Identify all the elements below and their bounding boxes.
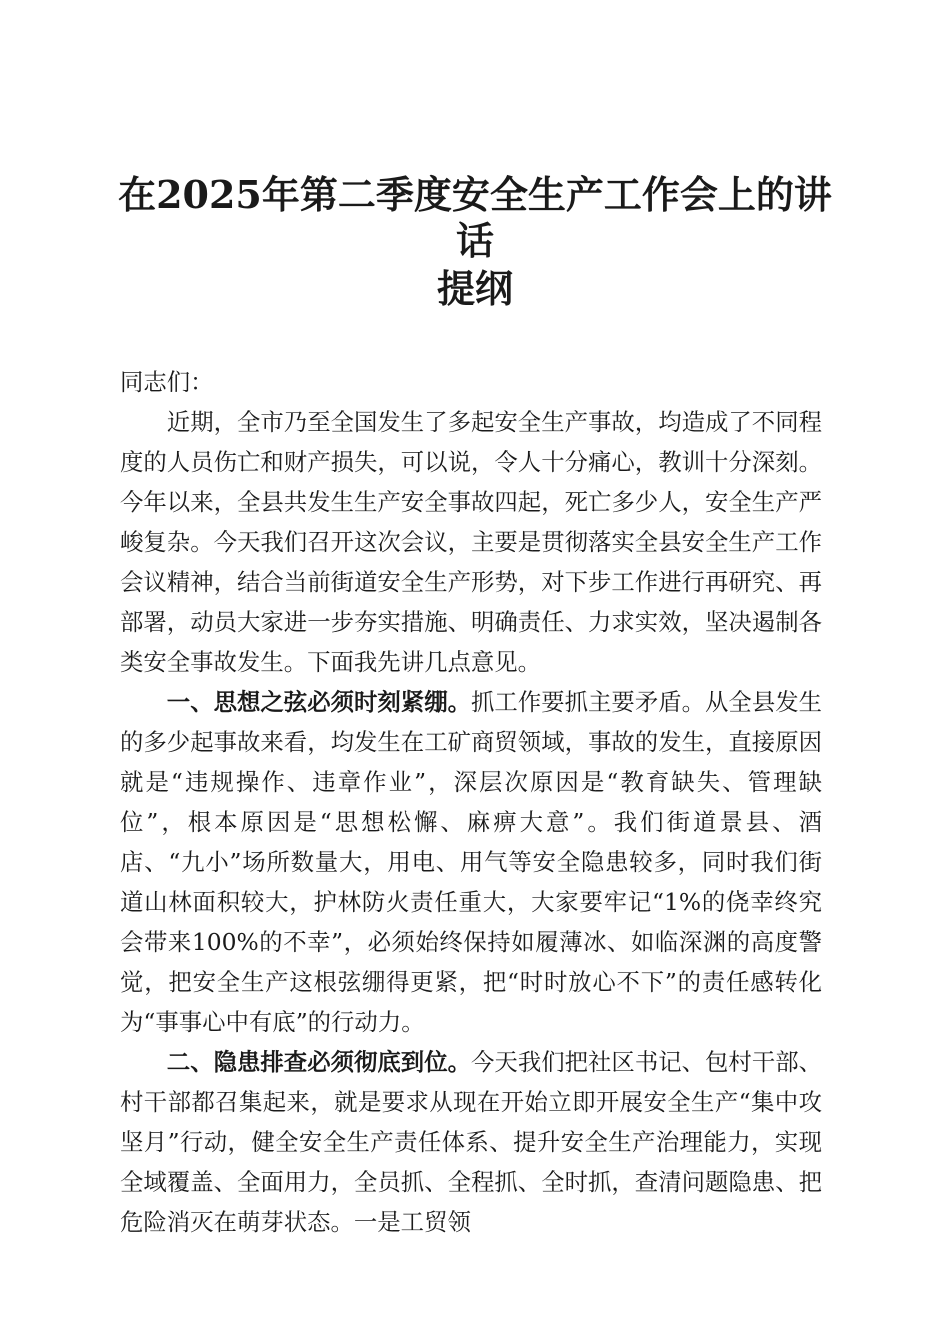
paragraph-intro bbox=[120, 402, 822, 682]
section-heading-1: 一、思想之弦必须时刻紧绷。 bbox=[166, 688, 472, 716]
section-heading-2: 二、隐患排查必须彻底到位。 bbox=[166, 1048, 472, 1076]
document-title-line-2: 提纲 bbox=[436, 266, 513, 311]
paragraph-section-1 bbox=[120, 682, 822, 1042]
document-body bbox=[120, 362, 822, 1242]
paragraph-text: 抓工作要抓主要矛盾。从全县发生的多少起事故来看，均发生在工矿商贸领域，事故的发生，直接原因就是“违规操作、违章作业”，深层次原因是“教育缺失、管理缺位”，根本原因是“思想松懈、麻痹大意”。我们街道景县、酒店、“九小”场所数量大，用电、用气等安全隐患较多，同时我们街道山林面积较大，护林防火责任重大，大家要牢记“1%的侥幸终究会带来100%的不幸”，必须始终保持如履薄冰、如临深渊的高度警觉，把安全生产这根弦绷得更紧，把“时时放心不下”的责任感转化为“事事心中有底”的行动力。 bbox=[120, 688, 823, 1036]
document-title-line-1: 在2025年第二季度安全生产工作会上的讲话 bbox=[118, 172, 832, 263]
paragraph-section-2 bbox=[120, 1042, 822, 1242]
paragraph-text: 今天我们把社区书记、包村干部、村干部都召集起来，就是要求从现在开始立即开展安全生产“集中攻坚月”行动，健全安全生产责任体系、提升安全生产治理能力，实现全域覆盖、全面用力，全员抓、全程抓、全时抓，查清问题隐患、把危险消灭在萌芽状态。一是工贸领 bbox=[120, 1048, 823, 1236]
paragraph-text: 近期，全市乃至全国发生了多起安全生产事故，均造成了不同程度的人员伤亡和财产损失，可以说，令人十分痛心，教训十分深刻。今年以来，全县共发生生产安全事故四起，死亡多少人，安全生产严峻复杂。今天我们召开这次会议，主要是贯彻落实全县安全生产工作会议精神，结合当前街道安全生产形势，对下步工作进行再研究、再部署，动员大家进一步夯实措施、明确责任、力求实效，坚决遏制各类安全事故发生。下面我先讲几点意见。 bbox=[120, 408, 822, 676]
salutation: 同志们： bbox=[120, 368, 214, 396]
